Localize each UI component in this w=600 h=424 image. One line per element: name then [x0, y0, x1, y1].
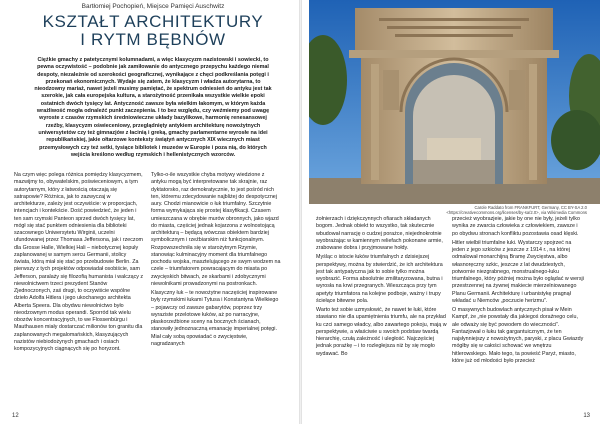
text-column-1	[14, 172, 144, 355]
column	[529, 64, 537, 180]
inscription-line	[395, 34, 513, 37]
inscription-line	[387, 26, 521, 29]
arch-of-titus-photo	[309, 0, 600, 204]
side-panel	[383, 70, 399, 110]
right-page	[301, 0, 600, 424]
side-panel	[509, 70, 525, 110]
paragraph: O masywnych budowlach antycznych pisał w Mein Kampf, że „nie powstały dla jakiegoś doraźnego celu, ale odważy się być powodem do wieczności”. Fantazjował o łuku tak gargantuicznym, że ten najsłynniejszy z nowożytnych, paryski, z placu Gwiazdy mógłby się w całości schować we wnętrzu hitlerowskiego. Mało tego, ta powieść Paryż, miasto, które już od młodości było przecież	[452, 307, 584, 364]
arch-illustration	[309, 0, 600, 204]
arch-cornice	[349, 50, 559, 58]
page-number-right: 13	[583, 413, 590, 419]
distant-wall	[413, 160, 495, 184]
text-column-3	[316, 216, 447, 360]
author-line: Bartłomiej Pochopień, Miejsce Pamięci Auschwitz	[81, 3, 225, 10]
column	[371, 64, 379, 180]
text-column-2	[151, 172, 281, 350]
photo-caption	[311, 205, 587, 215]
paragraph: Na czym więc polega różnica pomiędzy klasycyzmem, mazwijmy to, obywatelskim, poświeceniowym, a tym autorytarnym, który z łatwością otaczają się satrapowie? Różnica, jak to zazwyczaj w architekturze, zależy jest oczywiście: w proporcjach, intencjach i kontekście. Dość powiedzieć, że jeden i ten sam rzymski Panteon sprzed dwóch tysięcy lat, mógł się stać punktem odniesienia dla biblioteki szacownego Uniwersytetu Wirginii, uczelni ufundowanej przez Thomasa Jeffersona, jak i rzeczom dla Grosse Halle, Wielkiej Hali – niebotycznej kopuły zaplanowanej w samym sercu Germanii, stolicy świata, którą miał się stać po przebudowie Berlin. Za pierwszy z tych projektów odpowiadał osobiście, sam Jefferson, paralaży się filozofią humanista i walczący z niewolnictwem trzeci prezydent Stanów Zjednoczonych, zaś drugi, to oczywiście wspólne dzieło Adolfa Hitlera i jego ukochanego architekta Alberta Speera. Dla obydwu niewolnictwo było nieodzownym modus operandi. Sporród tak wielu obozów koncentracyjnych, to we Flossenbürgu i Mauthausen miały dostarczać milionów ton granitu dla zaplanowanych megalomańskich, klasyzujących nazistów niebiodożynych gmachach i osiach kompozycyjnych ciągnących się po horyzont.	[14, 172, 144, 352]
page-number-left: 12	[12, 413, 19, 419]
text-column-4	[452, 216, 584, 367]
caption-line-2: <https://creativecommons.org/licenses/by-sa/2.0>, via Wikimedia Commons	[446, 210, 587, 216]
paragraph: Warto też sobie uzmysłowić, że nawet te łuki, które stawiano nie dla upamiętnienia triumfu, ale na przykład ku czci samego władcy, albo zawartego pokoju, mają w perspektywie, a właściwie u swoich podstaw twardą hierarchię, czułą zależność i uległość. Najczęściej jednak porażkę – i to rozległejsza niż by się mogło wydawać. Bo	[316, 307, 447, 357]
article-title	[40, 13, 266, 49]
paragraph: Tylko-o-ile wszystkie chyba motywy wiedzione z antyku mogą być interpretowane tak skrajnie, raz dyktatorsko, raz demokratycznie, to jest pośród nich ten, któremu zdecydowanie najbliżej do despotycznej aury. Chodzi mianowicie o łuk triumfalny. Szczytnie forma wymykająca się prostej klasyfikacji. Czasem umieszczana w obrębie murów obronnych, jako wjazd do miasta, częściej jednak kojarzona z wolnostojącą architekturą – będącą wówczas obiektem bardziej symbolicznym i rzeźbiarskim niż funkcjonalnym. Rozpowszechniła się w starożytnym Rzymie, stanowiąc kulminacyjny moment dla triumfalnego pochodu wojska, masztelującego ze swym wodzem na czele – triumfatorem powracającym do miasta po zwycięskich bitwach, ze skarbami i zdobycznymi niewolnikami prowadzonymi na postronkach.	[151, 172, 281, 287]
arch-attic	[355, 8, 553, 52]
inscription-line	[379, 18, 529, 21]
paragraph: Klasyczny łuk – te nowożytne naczęściej inspirowane były rzymskimi łukami Tytusa i Konstantyna Wielkiego – pojawczy od zawsze gabarytów, poprzez trzy wyraziste przelotowe łuków, aż po narracyjne, płaskorzeźbione sceny na bocznych ścianach, stanowiły jednoznaczną emanację imperialnej potęgi. Miał cały sobą opowiadać o zwycięstwie, nagradzanych	[151, 290, 279, 347]
paragraph: żołnierzach i dziękczynnych ofiarach składanych bogom. Jednak obiekt to wszystko, tak skutecznie wbudował narrację o cudzej porażce, niejednokrotnie wyobrażając w kamiennym reliefach pokonane armie, zrabowane dobra i przyjmowane hołdy.	[316, 216, 443, 251]
lead-paragraph: Ciężkie gmachy z patetycznymi kolumnadami, a więc klasycyzm nazistowski i sowiecki, to pewna oczywistość – podobnie jak zamiłowanie do antycznego przepychu każdego niemal despoty, niezależnie od szerokości geograficznej, wynikające z chęci podkreślania potęgi i przekonań ekonomicznych. Wydaje się zatem, że klasycyzm i władza autorytarna, to nieodzowny mariaż, nawet jeżeli musimy pamiętać, że spektrum odniesień do antyku jest tak szerokie, jak cała europejska kultura, a starożytność przenikała wszystkie wielkie epoki ostatnich dwóch tysięcy lat. Antyczność zawsze była wielkim łakomym, w którym każda wrażliwość mogła odnaleźć punkt zaczepienia. I to bez względu, czy weźmiemy pod uwagę wyroste z czasów rzymskich średniowieczne układy bazylikowe, harmonię renesansowej rzeźby, klasycyzm oświeceniowy, przeglądnięty antykiem architekturę nowożytnych uniwersytetów czy też gimnazjów z łacinią i greką, gmachy parlamentarne wyrosłe na idei republikańskiej, jakie ołtarzowe konteksty świątyń antycznych XIX wiecznych miast przemysłowych czy też setki, tysiące bibliotek i muzeów w Europie i poza nią, do których wejścia kreślono według rzymskich i hellenistycznych wzorców.	[34, 57, 272, 158]
paragraph: Myśląc o istocie łuków triumfalnych z dzisiejszej perspektywy, można by stwierdzić, że ich architektura jest tak antypatyczna jak to sobie tylko można wyobrazić. Forma absolutnie zmilitaryzowana, butna i wyrosła na krwi przegranych. Wieszcząca przy tym apetyty triumfatora na kolejne podboje, ważny i trupy ściełące bitewne pola.	[316, 254, 443, 304]
paragraph: Hitler wielbił triumfalne łuki. Wystarczy spojrzeć na jeden z jego szkiców z jeszcze z 1914 r., na której odmalował monarchijną Bramę Zwycięstwa, albo własnoręczny szkic, jeszcze z lat dwudziestych, potwornie niezgrabnego, monstrualnego-łuku triumfalnego, który później można było oglądać w wersji przestrzennej na żywnej makiecie mierzelniowanego Planu Germanii. Architekturę i urbanistykę pragnął wkładać u Niemców „poczucie herizmu”.	[452, 239, 584, 304]
title-line-1: KSZTAŁT ARCHITEKTURY	[42, 12, 264, 31]
title-line-2: I RYTM BĘBNÓW	[80, 30, 226, 49]
paragraph: przecież wyobrazjeie, jakie by one nie były, jeżeli tylko wynika ze zwarcia człowieka z człowiekiem, zawsze i po obydwu stronach konfliktu pozostawia osad klęski.	[452, 216, 580, 237]
caption-line-1: Carole Raddato from FRANKFURT, Germany, CC BY-SA 2.0	[474, 205, 587, 210]
